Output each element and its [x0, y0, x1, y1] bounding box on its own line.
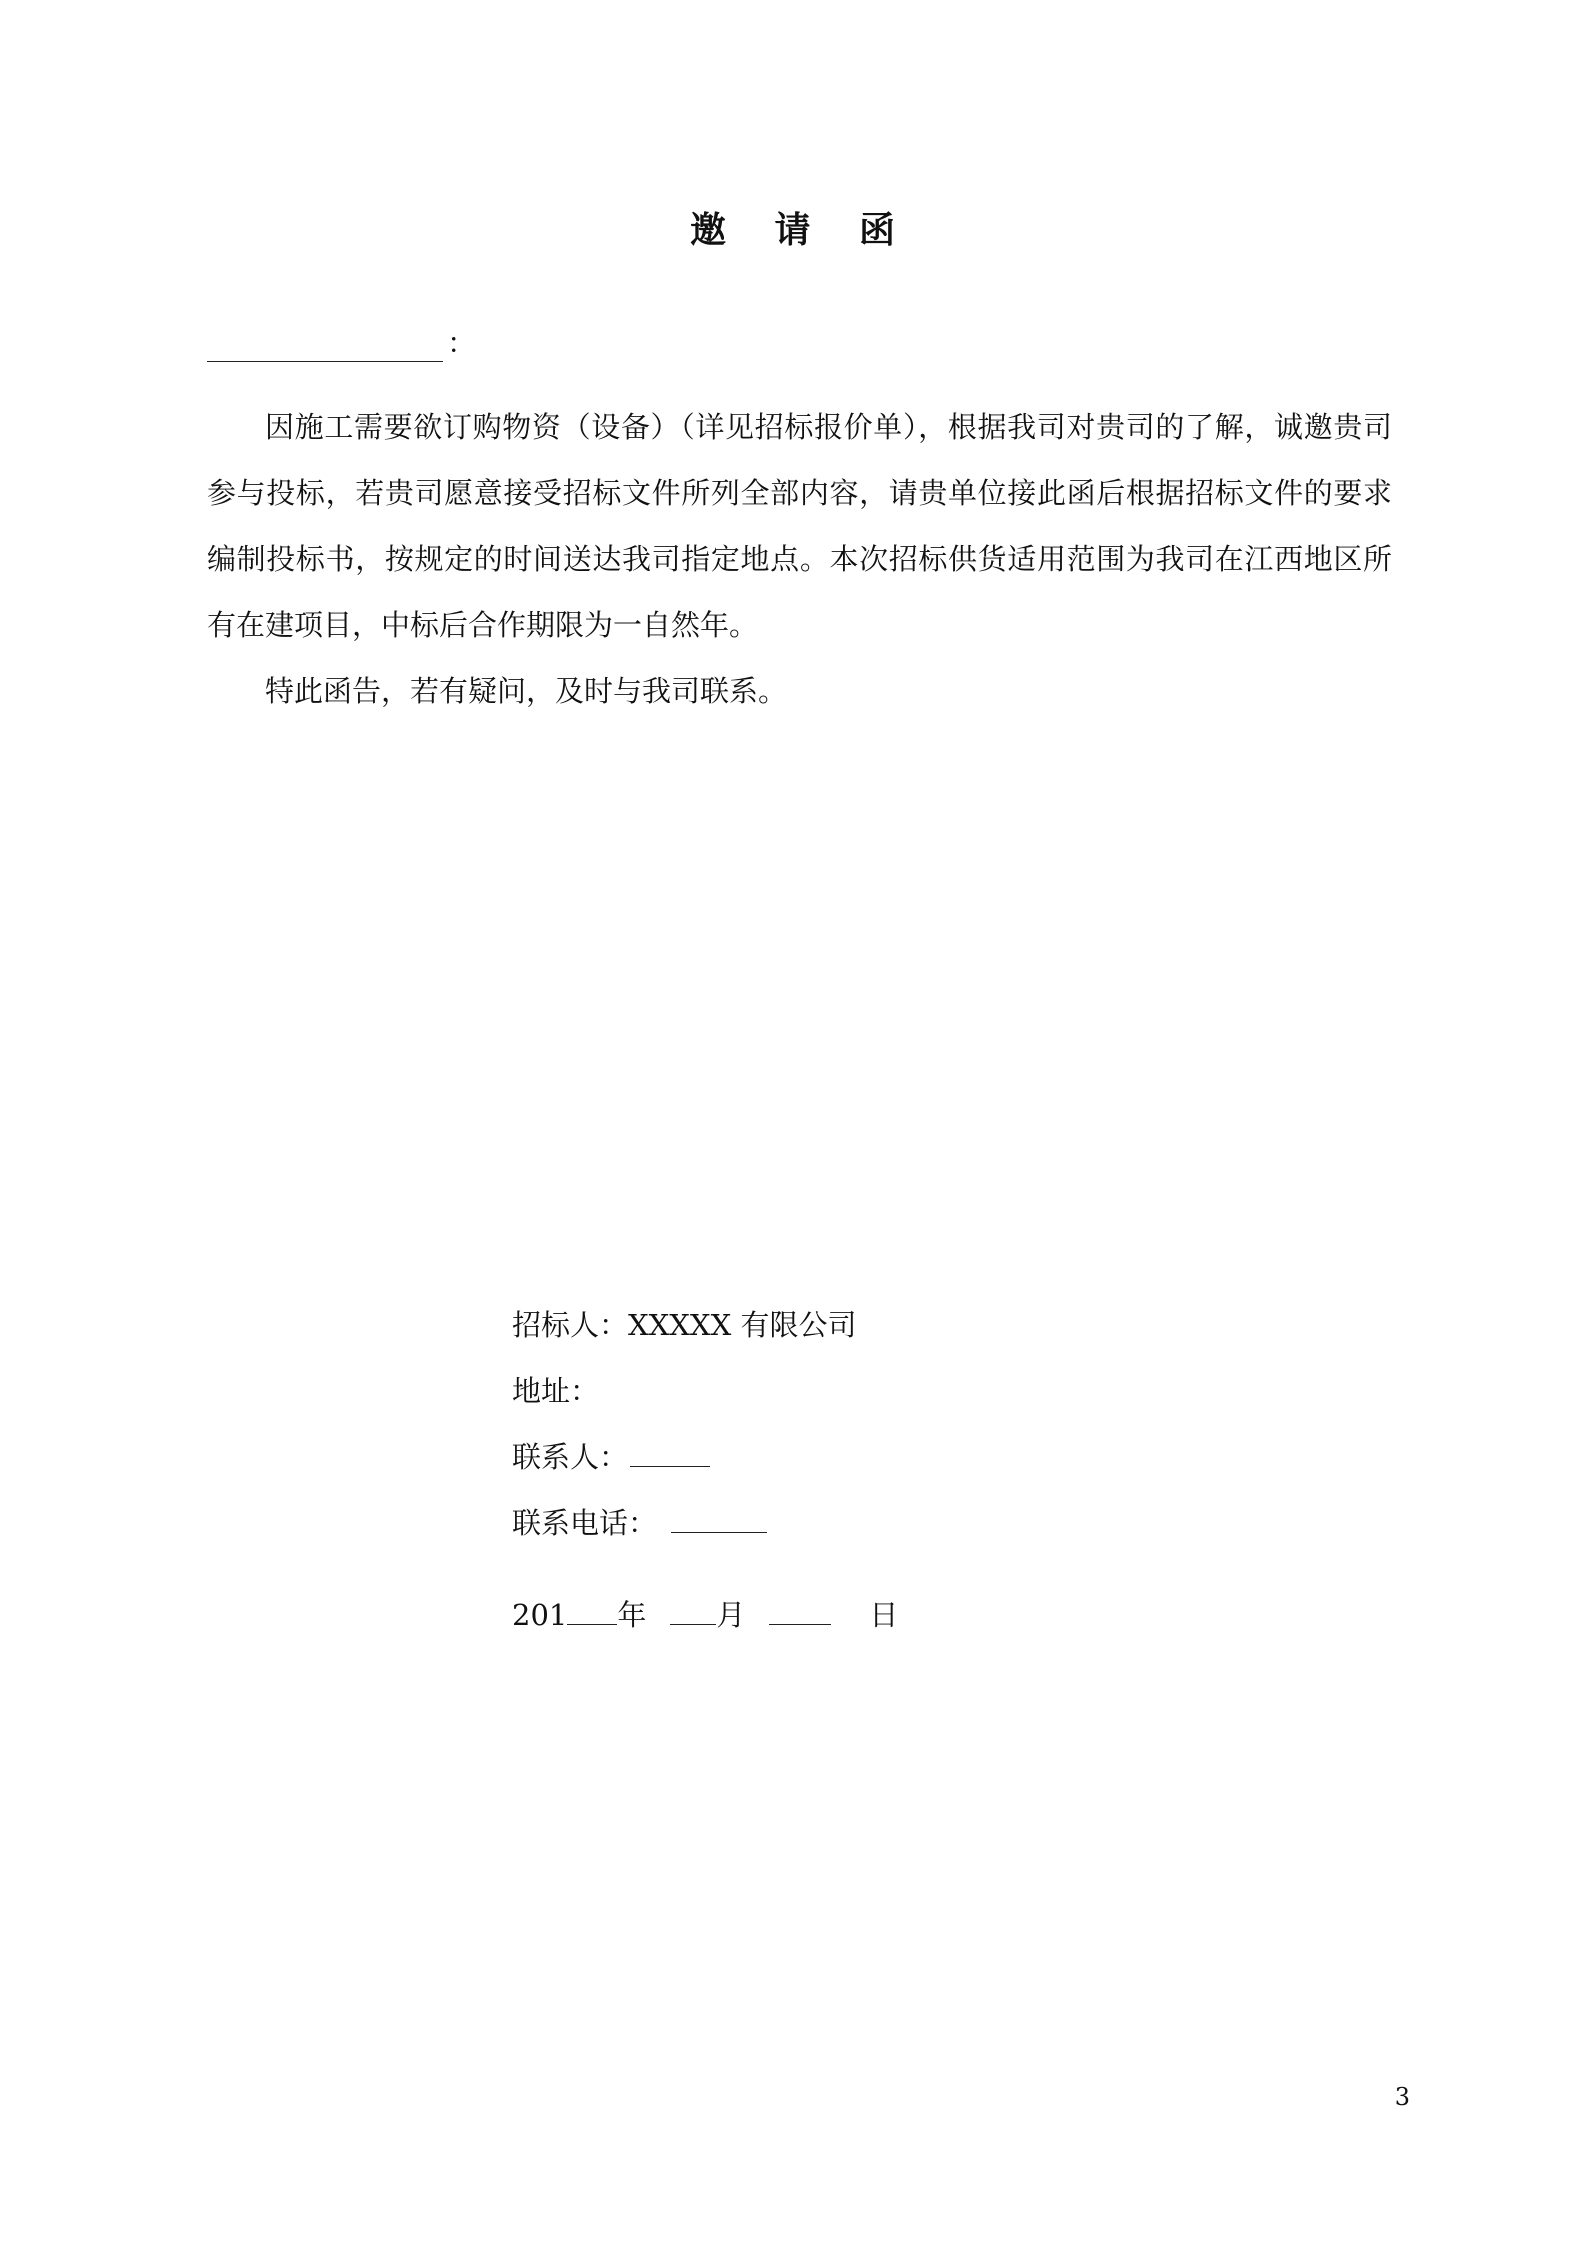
year-prefix: 201: [512, 1598, 568, 1632]
address-line: [512, 1358, 856, 1424]
phone-label: 联系电话：: [512, 1506, 658, 1540]
signature-block: [512, 1292, 856, 1556]
phone-blank: [671, 1498, 767, 1533]
day-blank: [769, 1590, 831, 1625]
day-label: 日: [869, 1598, 899, 1632]
contact-blank: [630, 1432, 710, 1467]
month-label: 月: [716, 1598, 746, 1632]
address-label: 地址：: [512, 1374, 600, 1408]
addressee-line: [207, 318, 476, 362]
addressee-blank: [207, 327, 443, 362]
phone-line: [512, 1490, 856, 1556]
year-label: 年: [617, 1598, 647, 1632]
bidder-line: [512, 1292, 856, 1358]
contact-line: [512, 1424, 856, 1490]
addressee-colon: ：: [447, 326, 477, 360]
bidder-name: 招标人：XXXXX 有限公司: [512, 1308, 857, 1342]
document-title: 邀 请 函: [689, 209, 914, 251]
contact-label: 联系人：: [512, 1440, 629, 1474]
year-blank: [567, 1590, 617, 1625]
letter-body: [207, 394, 1392, 724]
month-blank: [670, 1590, 716, 1625]
page-number: 3: [1394, 2083, 1410, 2111]
closing-paragraph: 特此函告，若有疑问，及时与我司联系。: [265, 674, 788, 708]
date-line: [512, 1582, 898, 1648]
body-paragraph: 因施工需要欲订购物资（设备）（详见招标报价单），根据我司对贵司的了解，诚邀贵司参与投标，若贵司愿意接受招标文件所列全部内容，请贵单位接此函后根据招标文件的要求编制投标书，按规定的时间送达我司指定地点。本次招标供货适用范围为我司在江西地区所有在建项目，中标后合作期限为一自然年。: [207, 410, 1392, 642]
